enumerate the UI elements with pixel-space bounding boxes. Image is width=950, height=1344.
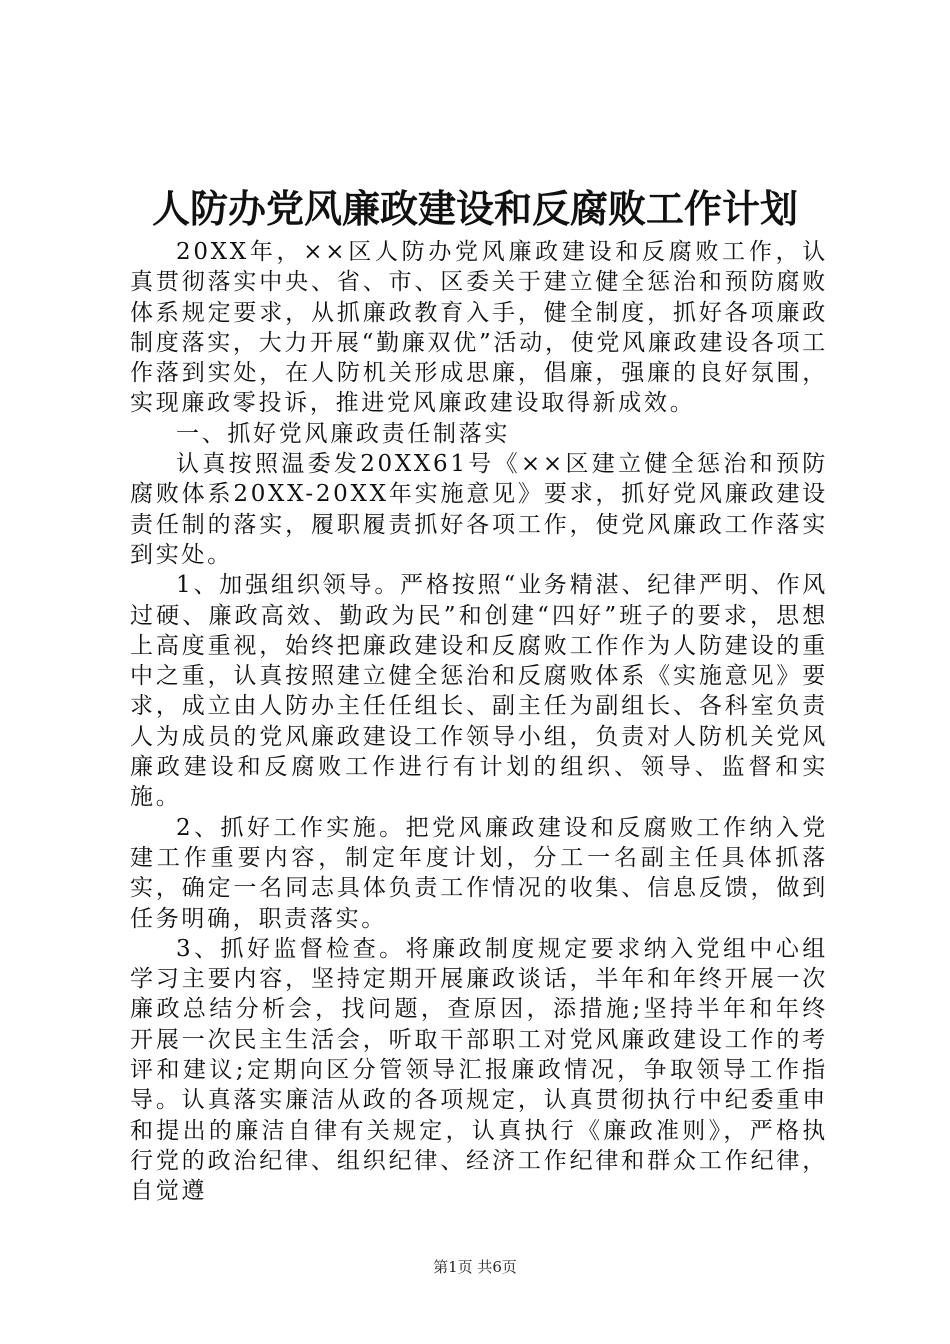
page-number-footer: 第1页 共6页 — [433, 1258, 517, 1276]
paragraph-intro: 20XX年，××区人防办党风廉政建设和反腐败工作，认真贯彻落实中央、省、市、区委关于建立健全惩治和预防腐败体系规定要求，从抓廉政教育入手，健全制度，抓好各项廉政制度落实，大力开展“勤廉双优”活动，使党风廉政建设各项工作落到实处，在人防机关形成思廉，倡廉，强廉的良好氛围，实现廉政零投诉，推进党风廉政建设取得新成效。 — [130, 239, 828, 417]
document-body — [130, 237, 828, 1207]
paragraph-item-2: 2、抓好工作实施。把党风廉政建设和反腐败工作纳入党建工作重要内容，制定年度计划，分工一名副主任具体抓落实，确定一名同志具体负责工作情况的收集、信息反馈，做到任务明确，职责落实。 — [130, 814, 828, 932]
paragraph-item-1: 1、加强组织领导。严格按照“业务精湛、纪律严明、作风过硬、廉政高效、勤政为民”和创建“四好”班子的要求，思想上高度重视，始终把廉政建设和反腐败工作作为人防建设的重中之重，认真按照建立健全惩治和反腐败体系《实施意见》要求，成立由人防办主任任组长、副主任为副组长、各科室负责人为成员的党风廉政建设工作领导小组，负责对人防机关党风廉政建设和反腐败工作进行有计划的组织、领导、监督和实施。 — [130, 572, 828, 811]
section-heading-1: 一、抓好党风廉政责任制落实 — [176, 420, 511, 447]
paragraph-section-1: 认真按照温委发20XX61号《××区建立健全惩治和预防腐败体系20XX-20XX年实施意见》要求，抓好党风廉政建设责任制的落实，履职履责抓好各项工作，使党风廉政工作落实到实处。 — [130, 451, 828, 568]
paragraph-item-3: 3、抓好监督检查。将廉政制度规定要求纳入党组中心组学习主要内容，坚持定期开展廉政谈话，半年和年终开展一次廉政总结分析会，找问题，查原因，添措施;坚持半年和年终开展一次民主生活会，听取干部职工对党风廉政建设工作的考评和建议;定期向区分管领导汇报廉政情况，争取领导工作指导。认真落实廉洁从政的各项规定，认真贯彻执行中纪委重申和提出的廉洁自律有关规定，认真执行《廉政准则》，严格执行党的政治纪律、组织纪律、经济工作纪律和群众工作纪律，自觉遵 — [130, 935, 828, 1205]
document-title: 人防办党风廉政建设和反腐败工作计划 — [151, 186, 798, 231]
